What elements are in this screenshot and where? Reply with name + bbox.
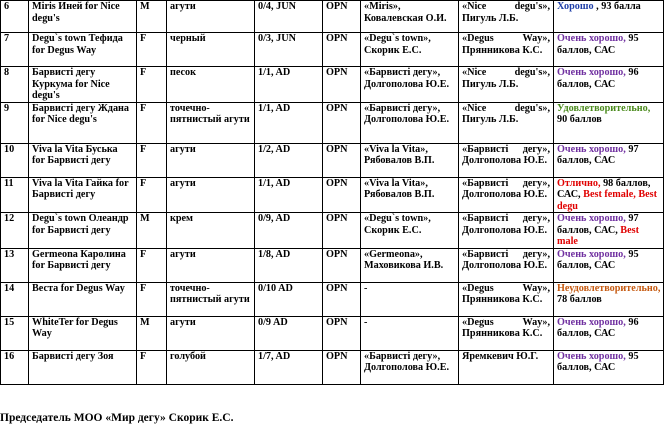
grade-cell	[554, 316, 664, 350]
class-cell: OPN	[323, 102, 361, 143]
color-cell: агути	[167, 248, 255, 282]
breeder-cell: -	[361, 282, 459, 316]
grade-score: 95 баллов, САС	[557, 350, 639, 373]
owner-cell: «Nice degu's», Пигуль Л.Б.	[459, 67, 554, 103]
age-class-cell: 0/9, AD	[255, 213, 323, 249]
breeder-cell: «Viva la Vita», Рябовалов В.П.	[361, 177, 459, 213]
grade-cell	[554, 213, 664, 249]
color-cell: агути	[167, 177, 255, 213]
color-cell: агути	[167, 143, 255, 177]
grade-score: 97 баллов, САС	[557, 143, 639, 166]
degu-name: Веста for Degus Way	[29, 282, 137, 316]
owner-cell: «Барвисті дегу», Долгополова Ю.Е.	[459, 248, 554, 282]
age-class-cell: 0/9 AD	[255, 316, 323, 350]
grade-score: 97 баллов, САС,	[557, 213, 639, 236]
grade-score: 78 баллов	[557, 294, 602, 305]
owner-cell: «Degus Way», Прянникова К.С.	[459, 282, 554, 316]
row-number: 13	[1, 248, 29, 282]
grade-word: Очень хорошо,	[557, 143, 626, 155]
grade-cell	[554, 143, 664, 177]
row-number: 14	[1, 282, 29, 316]
sex-cell: F	[137, 248, 167, 282]
grade-word: Очень хорошо,	[557, 316, 626, 328]
color-cell: крем	[167, 213, 255, 249]
color-cell: точечно-пятнистый агути	[167, 102, 255, 143]
age-class-cell: 1/1, AD	[255, 102, 323, 143]
color-cell: точечно-пятнистый агути	[167, 282, 255, 316]
grade-cell	[554, 67, 664, 103]
class-cell: OPN	[323, 177, 361, 213]
degu-name: Viva la Vita Гайка for Барвисті дегу	[29, 177, 137, 213]
age-class-cell: 1/1, AD	[255, 67, 323, 103]
color-cell: голубой	[167, 350, 255, 384]
breeder-cell: «Germeona», Маховикова И.В.	[361, 248, 459, 282]
degu-name: Барвисті дегу Ждана for Nice degu's	[29, 102, 137, 143]
class-cell: OPN	[323, 316, 361, 350]
grade-score: 90 баллов	[557, 114, 602, 125]
breeder-cell: «Барвисті дегу», Долгополова Ю.Е.	[361, 102, 459, 143]
grade-word: Неудовлетворительно,	[557, 282, 661, 294]
class-cell: OPN	[323, 143, 361, 177]
grade-word: Очень хорошо,	[557, 67, 626, 78]
row-number: 15	[1, 316, 29, 350]
grade-score: 98 баллов, САС,	[557, 177, 651, 200]
row-number: 16	[1, 350, 29, 384]
footer-signature: Председатель МОО «Мир дегу» Скорик Е.С.	[0, 412, 234, 424]
table-row	[1, 350, 664, 384]
grade-cell	[554, 248, 664, 282]
grade-score: , 93 балла	[596, 1, 641, 12]
age-class-cell: 0/3, JUN	[255, 33, 323, 67]
breeder-cell: «Барвисті дегу», Долгополова Ю.Е.	[361, 67, 459, 103]
table-row	[1, 282, 664, 316]
breeder-cell: «Miris», Ковалевская О.И.	[361, 1, 459, 33]
degu-name: WhiteTer for Degus Way	[29, 316, 137, 350]
grade-word: Очень хорошо,	[557, 248, 626, 260]
grade-cell	[554, 350, 664, 384]
grade-cell	[554, 177, 664, 213]
sex-cell: F	[137, 143, 167, 177]
grade-score: 96 баллов, САС	[557, 316, 639, 339]
row-number: 9	[1, 102, 29, 143]
sex-cell: F	[137, 102, 167, 143]
grade-cell	[554, 102, 664, 143]
sex-cell: F	[137, 177, 167, 213]
degu-name: Барвисті дегу Куркума for Nice degu's	[29, 67, 137, 103]
class-cell: OPN	[323, 248, 361, 282]
row-number: 8	[1, 67, 29, 103]
grade-score: 95 баллов, САС	[557, 33, 639, 56]
table-row	[1, 248, 664, 282]
award-label: Best male	[557, 224, 639, 247]
owner-cell: «Барвисті дегу», Долгополова Ю.Е.	[459, 177, 554, 213]
sex-cell: F	[137, 67, 167, 103]
breeder-cell: «Viva la Vita», Рябовалов В.П.	[361, 143, 459, 177]
table-row	[1, 33, 664, 67]
age-class-cell: 1/8, AD	[255, 248, 323, 282]
row-number: 11	[1, 177, 29, 213]
table-row	[1, 213, 664, 249]
age-class-cell: 1/2, AD	[255, 143, 323, 177]
class-cell: OPN	[323, 350, 361, 384]
grade-cell	[554, 282, 664, 316]
owner-cell: «Барвисті дегу», Долгополова Ю.Е.	[459, 143, 554, 177]
table-row	[1, 177, 664, 213]
table-row	[1, 102, 664, 143]
owner-cell: «Барвисті дегу», Долгополова Ю.Е.	[459, 213, 554, 249]
grade-word: Удовлетворительно,	[557, 102, 651, 114]
color-cell: агути	[167, 1, 255, 33]
class-cell: OPN	[323, 33, 361, 67]
row-number: 6	[1, 1, 29, 33]
color-cell: черный	[167, 33, 255, 67]
age-class-cell: 0/4, JUN	[255, 1, 323, 33]
class-cell: OPN	[323, 1, 361, 33]
row-number: 10	[1, 143, 29, 177]
color-cell: агути	[167, 316, 255, 350]
breeder-cell: -	[361, 316, 459, 350]
grade-cell	[554, 33, 664, 67]
sex-cell: F	[137, 350, 167, 384]
grade-word: Отлично,	[557, 177, 601, 189]
award-label: Best female, Best degu	[557, 189, 657, 212]
age-class-cell: 1/7, AD	[255, 350, 323, 384]
grade-word: Хорошо	[557, 1, 594, 12]
class-cell: OPN	[323, 67, 361, 103]
owner-cell: Яремкевич Ю.Г.	[459, 350, 554, 384]
table-row	[1, 67, 664, 103]
color-cell: песок	[167, 67, 255, 103]
grade-word: Очень хорошо,	[557, 350, 626, 362]
degu-name: Degu`s town Тефида for Degus Way	[29, 33, 137, 67]
owner-cell: «Nice degu's», Пигуль Л.Б.	[459, 1, 554, 33]
breeder-cell: «Барвисті дегу», Долгополова Ю.Е.	[361, 350, 459, 384]
sex-cell: M	[137, 213, 167, 249]
degu-name: Miris Иней for Nice degu's	[29, 1, 137, 33]
breeder-cell: «Degu`s town», Скорик Е.С.	[361, 33, 459, 67]
sex-cell: M	[137, 316, 167, 350]
owner-cell: «Nice degu's», Пигуль Л.Б.	[459, 102, 554, 143]
owner-cell: «Degus Way», Прянникова К.С.	[459, 33, 554, 67]
class-cell: OPN	[323, 282, 361, 316]
table-row	[1, 1, 664, 33]
age-class-cell: 0/10 AD	[255, 282, 323, 316]
table-row	[1, 143, 664, 177]
sex-cell: F	[137, 33, 167, 67]
grade-score: 96 баллов, САС	[557, 67, 639, 90]
grade-score: 95 баллов, САС	[557, 248, 639, 271]
degu-name: Viva la Vita Буська for Барвисті дегу	[29, 143, 137, 177]
class-cell: OPN	[323, 213, 361, 249]
grade-word: Очень хорошо,	[557, 33, 626, 44]
breeder-cell: «Degu`s town», Скорик Е.С.	[361, 213, 459, 249]
row-number: 12	[1, 213, 29, 249]
degu-name: Degu`s town Олеандр for Барвисті дегу	[29, 213, 137, 249]
grade-cell	[554, 1, 664, 33]
degu-name: Барвисті дегу Зоя	[29, 350, 137, 384]
grade-word: Очень хорошо,	[557, 213, 626, 224]
degu-name: Germeona Каролина for Барвисті дегу	[29, 248, 137, 282]
owner-cell: «Degus Way», Прянникова К.С.	[459, 316, 554, 350]
table-row	[1, 316, 664, 350]
sex-cell: M	[137, 1, 167, 33]
row-number: 7	[1, 33, 29, 67]
age-class-cell: 1/1, AD	[255, 177, 323, 213]
sex-cell: F	[137, 282, 167, 316]
